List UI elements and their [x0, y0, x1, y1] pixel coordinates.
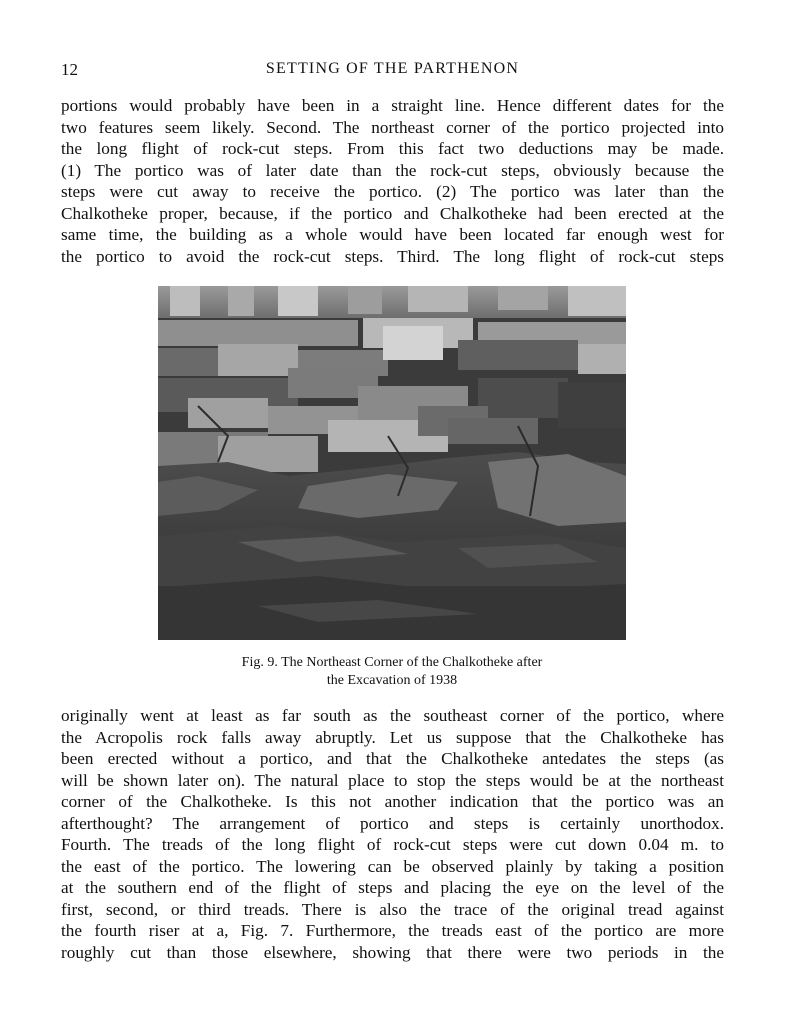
running-head — [61, 60, 724, 84]
caption-line: the Excavation of 1938 — [326, 673, 458, 688]
text-line: Chalkotheke proper, because, if the portico and Chalkotheke had been erected at the — [61, 203, 724, 223]
page-number: 12 — [61, 60, 78, 79]
text-line: the fourth riser at a, Fig. 7. Furthermore, the treads east of the portico are more — [61, 921, 724, 940]
caption-line: Fig. 9. The Northeast Corner of the Chalkotheke after — [241, 655, 543, 670]
figure-caption — [158, 654, 626, 690]
text-line: corner of the Chalkotheke. Is this not another indication that the portico was an — [61, 792, 724, 811]
text-line: afterthought? The arrangement of portico and steps is certainly unorthodox. — [61, 813, 724, 833]
text-line: portions would probably have been in a straight line. Hence different dates for the — [61, 96, 724, 115]
text-line: will be shown later on). The natural place to stop the steps would be at the northeast — [61, 770, 724, 790]
figure-photograph — [158, 286, 626, 640]
text-line: steps were cut away to receive the portico. (2) The portico was later than the — [61, 182, 724, 201]
text-line: been erected without a portico, and that the Chalkotheke antedates the steps (as — [61, 749, 724, 768]
top-paragraph — [61, 95, 724, 267]
text-line: roughly cut than those elsewhere, showing that there were two periods in the — [61, 942, 724, 962]
text-line: (1) The portico was of later date than the rock-cut steps, obviously because the — [61, 160, 724, 180]
text-line: the portico to avoid the rock-cut steps. Third. The long flight of rock-cut steps — [61, 246, 724, 266]
text-line: Fourth. The treads of the long flight of rock-cut steps were cut down 0.04 m. to — [61, 835, 724, 854]
text-line: at the southern end of the flight of steps and placing the eye on the level of the — [61, 878, 724, 897]
text-line: two features seem likely. Second. The northeast corner of the portico projected into — [61, 117, 724, 137]
text-line: the long flight of rock-cut steps. From this fact two deductions may be made. — [61, 139, 724, 158]
photo-stone-steps — [158, 286, 626, 640]
text-line: same time, the building as a whole would have been located far enough west for — [61, 225, 724, 244]
text-line: the Acropolis rock falls away abruptly. Let us suppose that the Chalkotheke has — [61, 727, 724, 747]
running-title: SETTING OF THE PARTHENON — [265, 60, 520, 77]
text-line: first, second, or third treads. There is also the trace of the original tread against — [61, 899, 724, 919]
text-line: originally went at least as far south as the southeast corner of the portico, where — [61, 706, 724, 725]
text-line: the east of the portico. The lowering can be observed plainly by taking a position — [61, 856, 724, 876]
bottom-paragraph — [61, 705, 724, 963]
